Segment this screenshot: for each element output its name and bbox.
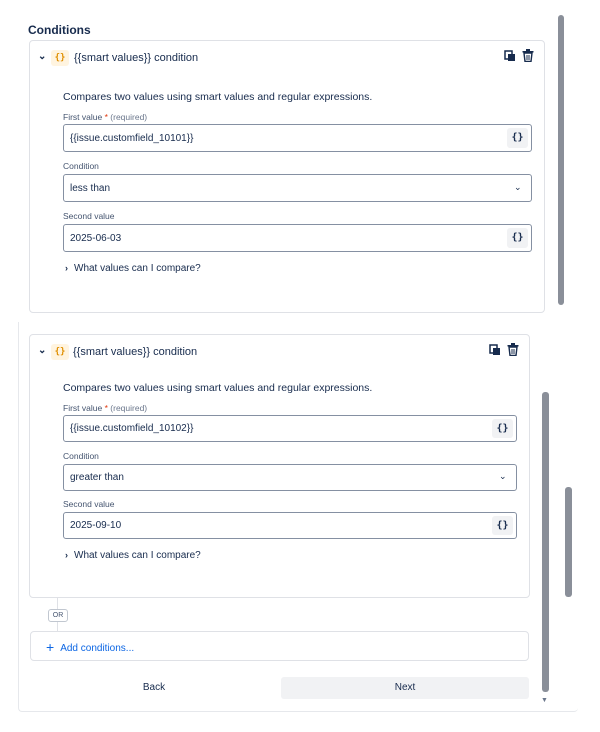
card-description: Compares two values using smart values and regular expressions. bbox=[63, 91, 373, 103]
required-mark: * bbox=[104, 403, 108, 413]
condition-label: Condition bbox=[63, 161, 99, 171]
collapse-chevron-down-icon[interactable]: ⌄ bbox=[38, 51, 47, 62]
card-description: Compares two values using smart values and regular expressions. bbox=[63, 382, 373, 394]
smart-value-picker-button[interactable]: {} bbox=[507, 128, 528, 148]
top-scrollbar-thumb[interactable] bbox=[558, 15, 564, 305]
copy-icon[interactable] bbox=[489, 344, 501, 356]
first-value-label-text: First value bbox=[63, 403, 103, 413]
expander-label: What values can I compare? bbox=[74, 550, 201, 561]
bottom-scrollbar-thumb[interactable] bbox=[542, 392, 549, 692]
card-title: {{smart values}} condition bbox=[73, 346, 198, 358]
what-values-expander[interactable] bbox=[65, 550, 201, 561]
smart-values-badge-icon: {} bbox=[51, 344, 69, 360]
second-value-input[interactable] bbox=[63, 224, 532, 252]
or-chip: OR bbox=[48, 609, 68, 622]
section-title: Conditions bbox=[28, 23, 91, 37]
next-button[interactable]: Next bbox=[281, 677, 529, 699]
trash-icon[interactable] bbox=[507, 343, 519, 356]
second-value-input[interactable] bbox=[63, 512, 517, 539]
chevron-right-icon: › bbox=[65, 550, 68, 560]
condition-selected-value: less than bbox=[70, 182, 111, 194]
smart-value-picker-button[interactable]: {} bbox=[507, 228, 528, 248]
plus-icon: + bbox=[46, 639, 55, 655]
what-values-expander[interactable] bbox=[65, 263, 201, 274]
condition-select[interactable] bbox=[63, 174, 532, 202]
first-value-label bbox=[63, 403, 147, 413]
copy-icon[interactable] bbox=[504, 50, 516, 62]
condition-label: Condition bbox=[63, 451, 99, 461]
select-chevron-down-icon: ⌄ bbox=[499, 471, 507, 481]
first-value-label bbox=[63, 112, 147, 122]
expander-label: What values can I compare? bbox=[74, 263, 201, 274]
first-value-text: {{issue.customfield_10102}} bbox=[70, 423, 194, 434]
second-value-label: Second value bbox=[63, 499, 115, 509]
collapse-chevron-down-icon[interactable]: ⌄ bbox=[38, 345, 47, 356]
first-value-input[interactable] bbox=[63, 124, 532, 152]
trash-icon[interactable] bbox=[522, 49, 534, 62]
add-conditions-link[interactable] bbox=[46, 639, 134, 655]
first-value-input[interactable] bbox=[63, 415, 517, 442]
back-button[interactable]: Back bbox=[142, 682, 166, 693]
smart-value-picker-button[interactable]: {} bbox=[492, 516, 513, 535]
smart-value-picker-button[interactable]: {} bbox=[492, 419, 513, 438]
add-conditions-label: Add conditions... bbox=[60, 643, 135, 654]
second-value-text: 2025-09-10 bbox=[70, 520, 122, 531]
first-value-text: {{issue.customfield_10101}} bbox=[70, 132, 194, 144]
smart-values-badge-icon: {} bbox=[51, 50, 69, 66]
required-mark: * bbox=[104, 112, 108, 122]
select-chevron-down-icon: ⌄ bbox=[514, 182, 522, 192]
condition-selected-value: greater than bbox=[70, 472, 124, 483]
card-title: {{smart values}} condition bbox=[74, 52, 199, 64]
first-value-label-text: First value bbox=[63, 112, 103, 122]
second-value-text: 2025-06-03 bbox=[70, 232, 122, 244]
outer-scrollbar-thumb[interactable] bbox=[565, 487, 572, 597]
second-value-label: Second value bbox=[63, 211, 115, 221]
condition-select[interactable] bbox=[63, 464, 517, 491]
required-text: (required) bbox=[110, 403, 148, 413]
required-text: (required) bbox=[110, 112, 148, 122]
chevron-right-icon: › bbox=[65, 263, 68, 273]
scroll-down-arrow-icon[interactable]: ▼ bbox=[541, 697, 548, 704]
